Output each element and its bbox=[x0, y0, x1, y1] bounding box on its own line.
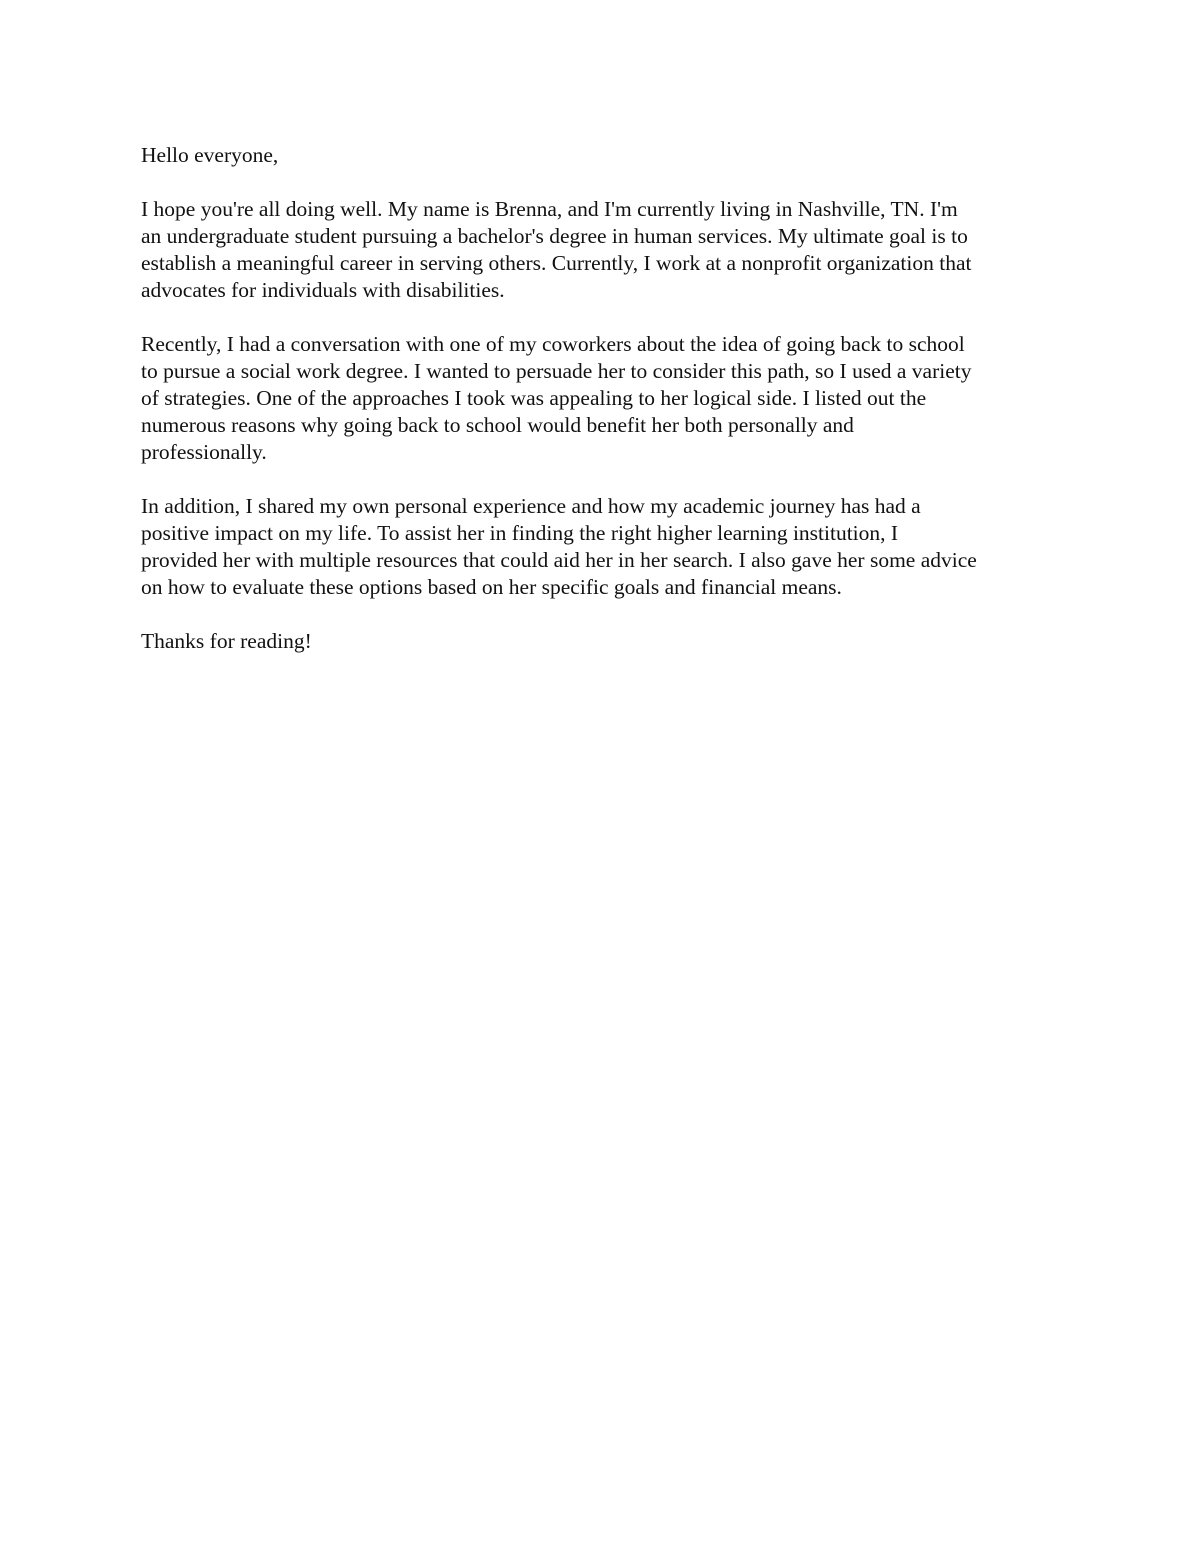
paragraph-introduction bbox=[141, 196, 1071, 304]
paragraph-line: I hope you're all doing well. My name is Brenna, and I'm currently living in Nashville, TN. I'm bbox=[141, 197, 958, 221]
closing-line: Thanks for reading! bbox=[141, 629, 312, 653]
paragraph-line: to pursue a social work degree. I wanted to persuade her to consider this path, so I used a variety bbox=[141, 359, 972, 383]
paragraph-line: an undergraduate student pursuing a bachelor's degree in human services. My ultimate goal is to bbox=[141, 224, 968, 248]
greeting-line: Hello everyone, bbox=[141, 143, 279, 167]
closing bbox=[141, 628, 1071, 655]
paragraph-line: In addition, I shared my own personal experience and how my academic journey has had a bbox=[141, 494, 921, 518]
paragraph-line: establish a meaningful career in serving others. Currently, I work at a nonprofit organization that bbox=[141, 251, 972, 275]
paragraph-conversation bbox=[141, 331, 1071, 466]
paragraph-line: Recently, I had a conversation with one of my coworkers about the idea of going back to school bbox=[141, 332, 965, 356]
paragraph-line: numerous reasons why going back to school would benefit her both personally and bbox=[141, 413, 854, 437]
paragraph-line: provided her with multiple resources that could aid her in her search. I also gave her some advice bbox=[141, 548, 977, 572]
document-body bbox=[141, 142, 1071, 682]
paragraph-line: advocates for individuals with disabilities. bbox=[141, 278, 505, 302]
paragraph-line: of strategies. One of the approaches I took was appealing to her logical side. I listed out the bbox=[141, 386, 927, 410]
paragraph-line: positive impact on my life. To assist her in finding the right higher learning institution, I bbox=[141, 521, 899, 545]
greeting bbox=[141, 142, 1071, 169]
paragraph-experience bbox=[141, 493, 1071, 601]
paragraph-line: professionally. bbox=[141, 440, 267, 464]
paragraph-line: on how to evaluate these options based on her specific goals and financial means. bbox=[141, 575, 842, 599]
